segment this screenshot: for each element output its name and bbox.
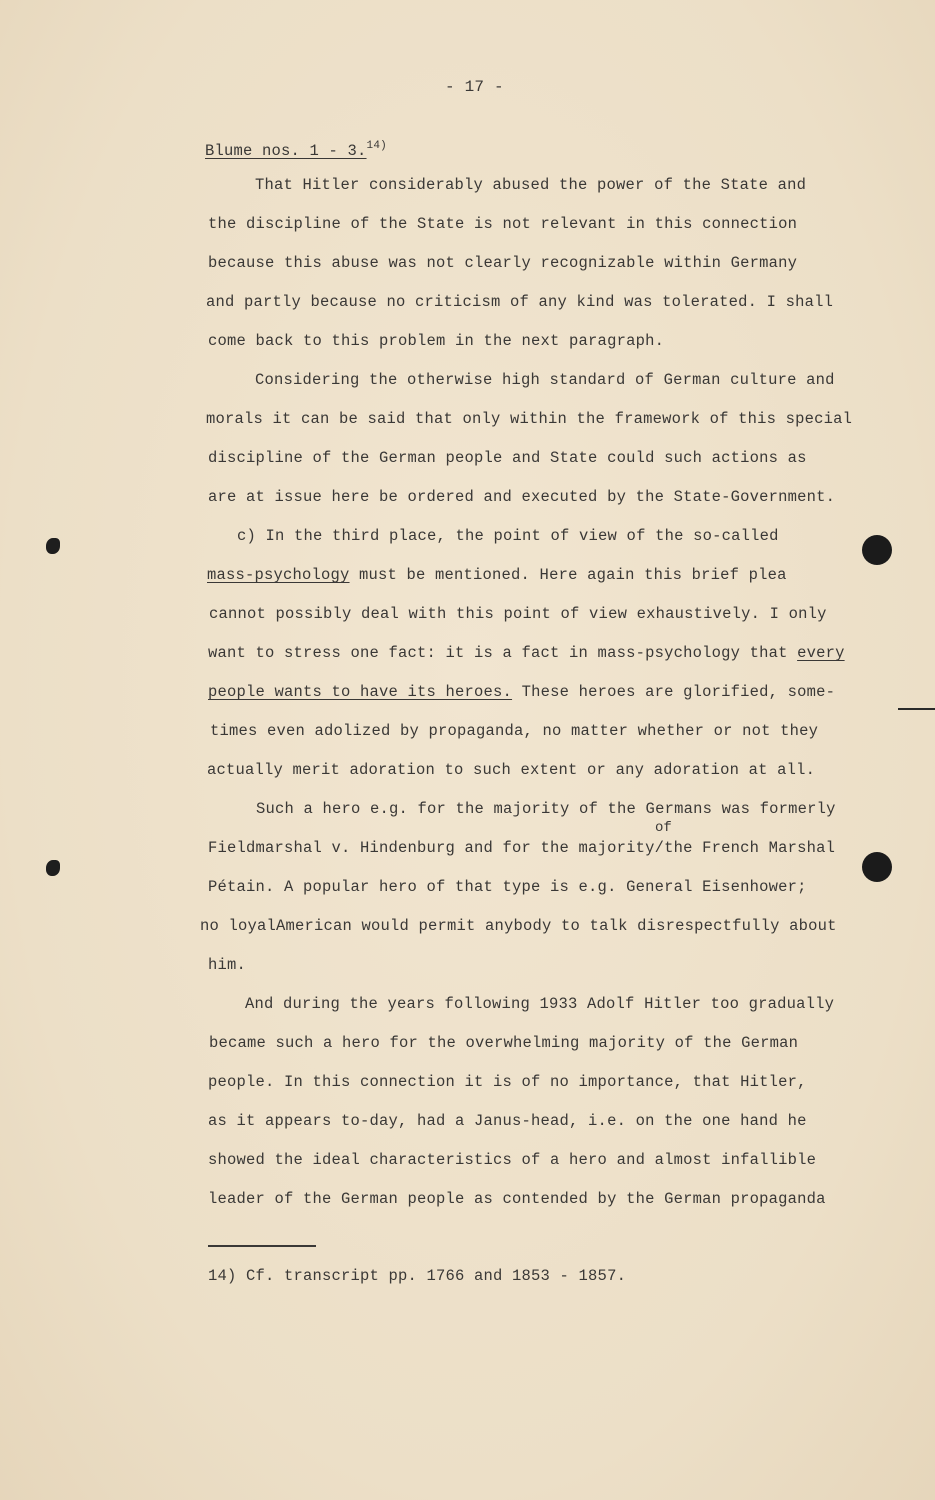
text-line: people. In this connection it is of no importance, that Hitler,	[208, 1073, 807, 1091]
text-line: showed the ideal characteristics of a hero and almost infallible	[208, 1151, 817, 1169]
text-line: mass-psychology must be mentioned. Here again this brief plea	[207, 566, 787, 584]
text-line: Considering the otherwise high standard of German culture and	[255, 371, 835, 389]
heading-text: Blume nos. 1 - 3.	[205, 142, 367, 160]
margin-mark	[898, 708, 935, 710]
text-line: morals it can be said that only within the framework of this special	[206, 410, 853, 428]
text-line: the discipline of the State is not relevant in this connection	[208, 215, 798, 233]
text-line: and partly because no criticism of any kind was tolerated. I shall	[206, 293, 834, 311]
text-line: because this abuse was not clearly recognizable within Germany	[208, 254, 798, 272]
text-line: want to stress one fact: it is a fact in mass-psychology that every	[208, 644, 845, 662]
text-line: That Hitler considerably abused the power of the State and	[255, 176, 807, 194]
text-line: actually merit adoration to such extent or any adoration at all.	[207, 761, 816, 779]
text-line: come back to this problem in the next paragraph.	[208, 332, 665, 350]
footnote: 14) Cf. transcript pp. 1766 and 1853 - 1857.	[208, 1267, 627, 1285]
punch-hole	[862, 852, 892, 882]
inserted-word: of	[655, 820, 672, 836]
heading	[205, 140, 387, 160]
text-line: c) In the third place, the point of view of the so-called	[237, 527, 779, 545]
underlined-term: people wants to have its heroes.	[208, 683, 513, 701]
text-line: And during the years following 1933 Adolf Hitler too gradually	[245, 995, 835, 1013]
underlined-term: every	[797, 644, 845, 662]
paper-tear-mark	[46, 860, 60, 876]
underlined-term: mass-psychology	[207, 566, 350, 584]
text-line: Such a hero e.g. for the majority of the Germans was formerly	[256, 800, 836, 818]
text-line: are at issue here be ordered and executed by the State-Government.	[208, 488, 836, 506]
text-line: as it appears to-day, had a Janus-head, i.e. on the one hand he	[208, 1112, 807, 1130]
page-number: - 17 -	[445, 78, 504, 96]
text-line: discipline of the German people and State could such actions as	[208, 449, 807, 467]
text-line: cannot possibly deal with this point of view exhaustively. I only	[209, 605, 827, 623]
footnote-divider	[208, 1245, 316, 1247]
punch-hole	[862, 535, 892, 565]
text-line: Fieldmarshal v. Hindenburg and for the majority/the French Marshal	[208, 839, 836, 857]
text-line: leader of the German people as contended by the German propaganda	[208, 1190, 826, 1208]
paper-tear-mark	[46, 538, 60, 554]
text-line: people wants to have its heroes. These heroes are glorified, some-	[208, 683, 836, 701]
footnote-ref: 14)	[366, 140, 387, 152]
text-line: became such a hero for the overwhelming majority of the German	[209, 1034, 799, 1052]
text-line: Pétain. A popular hero of that type is e.g. General Eisenhower;	[208, 878, 807, 896]
text-line: times even adolized by propaganda, no matter whether or not they	[210, 722, 819, 740]
text-line: him.	[208, 956, 247, 974]
text-line: no loyalAmerican would permit anybody to talk disrespectfully about	[200, 917, 837, 935]
